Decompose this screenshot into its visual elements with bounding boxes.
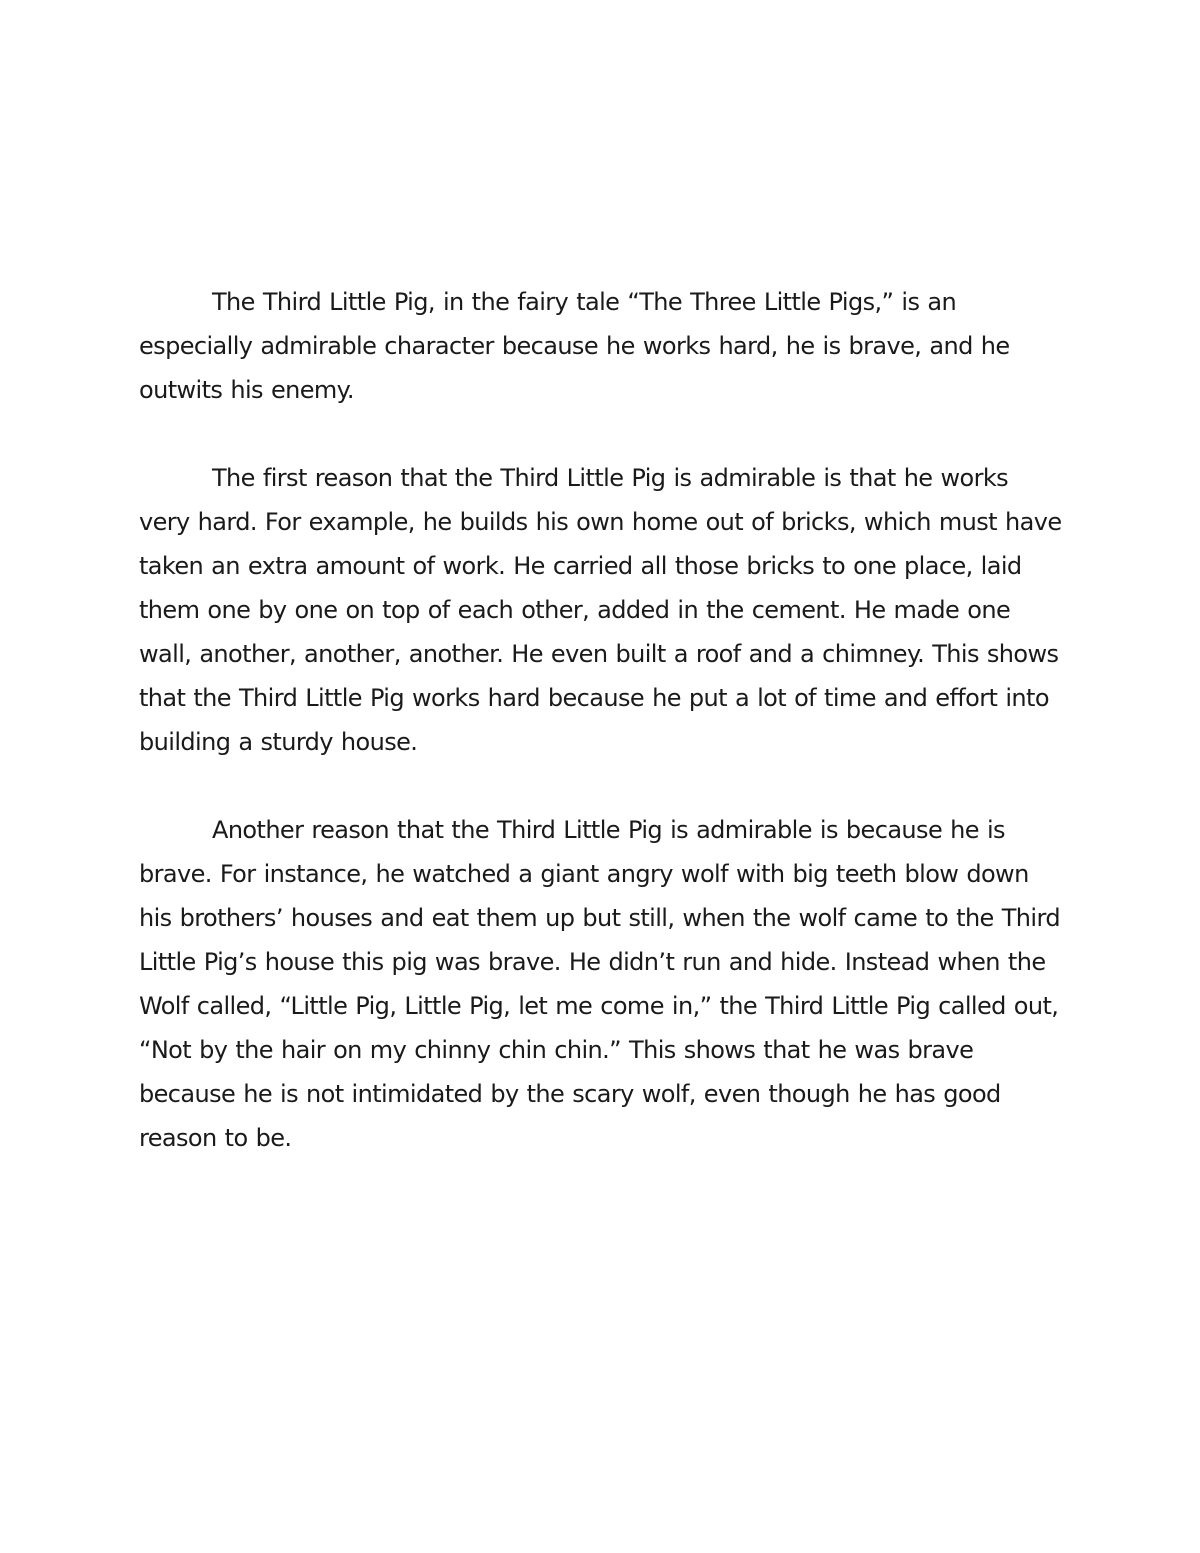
body-paragraph-hard-work: The first reason that the Third Little Pig is admirable is that he works very hard. For example, he builds his own home out of bricks, which must have taken an extra amount of work. He carried all those bricks to one place, laid them one by one on top of each other, added in the cement. He made one wall, another, another, another. He even built a roof and a chimney. This shows that the Third Little Pig works hard because he put a lot of time and effort into building a sturdy house. bbox=[139, 464, 1062, 756]
essay-body bbox=[139, 280, 1064, 1204]
intro-paragraph: The Third Little Pig, in the fairy tale “The Three Little Pigs,” is an especially admirable character because he works hard, he is brave, and he outwits his enemy. bbox=[139, 288, 1010, 404]
body-paragraph-bravery: Another reason that the Third Little Pig is admirable is because he is brave. For instance, he watched a giant angry wolf with big teeth blow down his brothers’ houses and eat them up but still, when the wolf came to the Third Little Pig’s house this pig was brave. He didn’t run and hide. Instead when the Wolf called, “Little Pig, Little Pig, let me come in,” the Third Little Pig called out, “Not by the hair on my chinny chin chin.” This shows that he was brave because he is not intimidated by the scary wolf, even though he has good reason to be. bbox=[139, 816, 1060, 1152]
